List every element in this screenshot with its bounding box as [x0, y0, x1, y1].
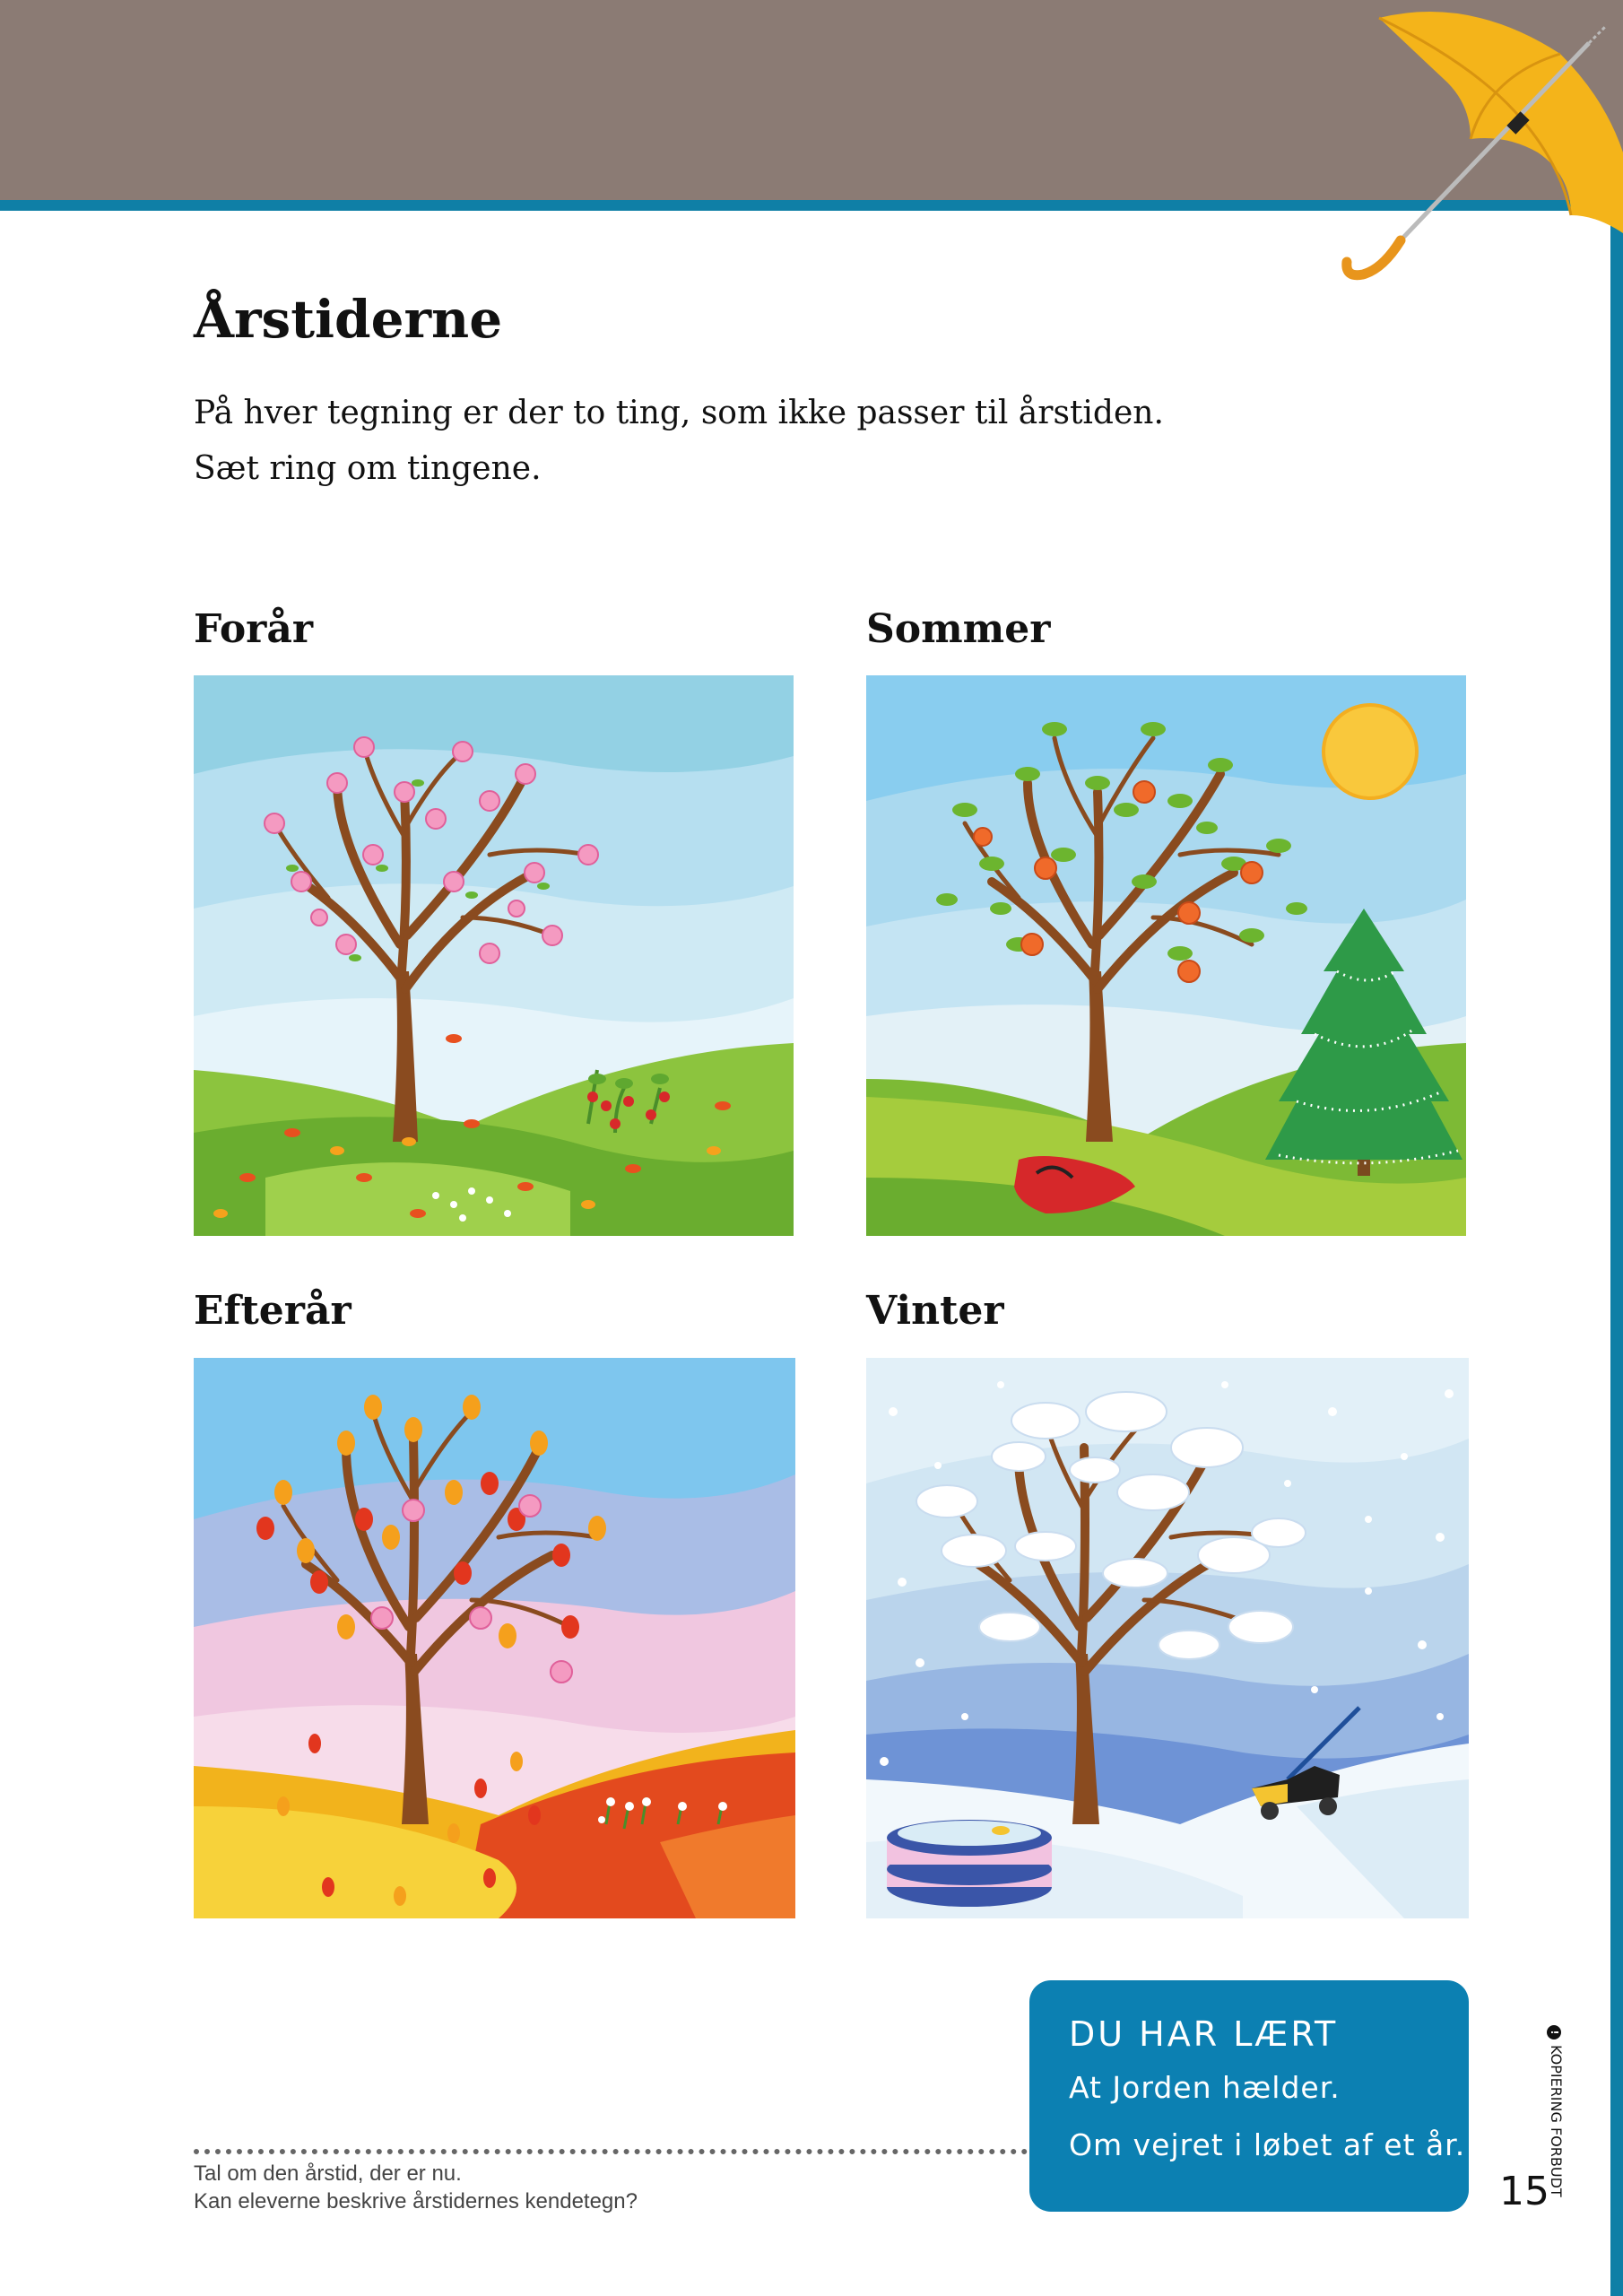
- learned-box: [1029, 1980, 1469, 2212]
- dotted-separator: [194, 2149, 1028, 2154]
- instructions: [194, 386, 1164, 497]
- teacher-note-line-2: Kan eleverne beskrive årstidernes kendetegn?: [194, 2189, 638, 2213]
- side-rule: [1610, 200, 1623, 2296]
- summer-illustration: [866, 675, 1466, 1236]
- teacher-note: [194, 2160, 638, 2215]
- page-title: Årstiderne: [194, 289, 503, 350]
- learned-heading: DU HAR LÆRT: [1069, 2014, 1339, 2054]
- instruction-line-1: På hver tegning er der to ting, som ikke passer til årstiden.: [194, 395, 1164, 431]
- learned-item-1: At Jorden hælder.: [1069, 2070, 1341, 2105]
- learned-item-2: Om vejret i løbet af et år.: [1069, 2127, 1466, 2162]
- winter-illustration: [866, 1358, 1469, 1918]
- copyright-text: KOPIERING FORBUDT: [1548, 2045, 1565, 2197]
- page-number: 15: [1499, 2169, 1549, 2214]
- exclamation-circle-icon: !: [1547, 2025, 1561, 2039]
- season-label-spring: Forår: [194, 606, 314, 652]
- season-label-autumn: Efterår: [194, 1288, 352, 1334]
- autumn-illustration: [194, 1358, 795, 1918]
- season-label-winter: Vinter: [866, 1288, 1004, 1334]
- umbrella-icon: [1336, 0, 1623, 296]
- teacher-note-line-1: Tal om den årstid, der er nu.: [194, 2161, 462, 2186]
- instruction-line-2: Sæt ring om tingene.: [194, 450, 542, 487]
- copyright-notice: [1547, 2025, 1565, 2197]
- spring-illustration: [194, 675, 794, 1236]
- season-label-summer: Sommer: [866, 606, 1051, 652]
